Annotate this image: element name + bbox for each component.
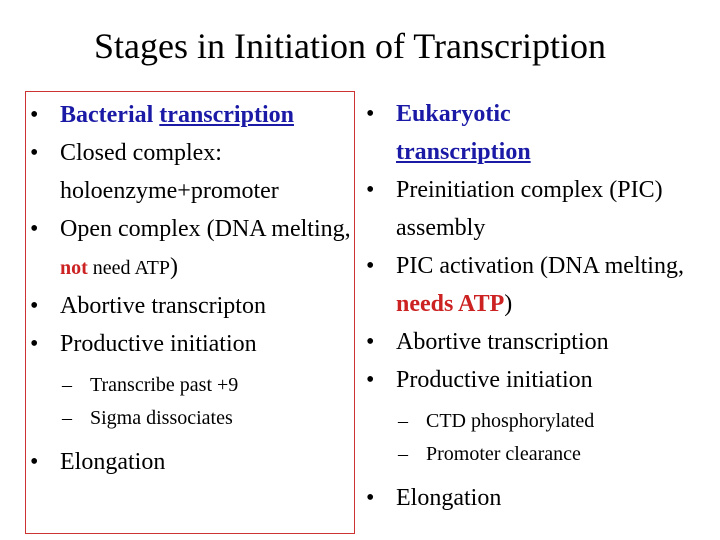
open-complex-text: Open complex (DNA melting,: [60, 216, 351, 242]
bacterial-column: [25, 91, 355, 534]
list-item-text: Elongation: [60, 449, 166, 475]
list-item: [362, 479, 712, 517]
eukaryotic-column: [362, 91, 712, 517]
need-atp-text: need ATP: [87, 257, 171, 279]
close-paren: ): [170, 254, 179, 280]
needs-atp-emphasis: needs ATP: [396, 291, 505, 317]
bullet-icon: •: [366, 253, 375, 279]
list-item: [26, 210, 354, 287]
close-paren: ): [504, 291, 513, 317]
sub-list-item: [362, 405, 712, 438]
dash-icon: –: [398, 443, 408, 465]
slide-title: Stages in Initiation of Transcription: [94, 26, 606, 66]
list-item-text: Preinitiation complex (PIC) assembly: [396, 177, 663, 241]
dash-icon: –: [398, 410, 408, 432]
bacterial-heading-link[interactable]: transcription: [159, 102, 294, 128]
list-item: [362, 361, 712, 399]
sub-item-text: Transcribe past +9: [90, 374, 239, 396]
list-item: [26, 134, 354, 210]
bullet-icon: •: [30, 293, 39, 319]
bullet-icon: •: [30, 102, 39, 128]
list-item-text: Closed complex: holoenzyme+promoter: [60, 140, 279, 204]
dash-icon: –: [62, 407, 72, 429]
list-item-text: Productive initiation: [60, 331, 257, 357]
bullet-icon: •: [366, 367, 375, 393]
list-item: [362, 323, 712, 361]
bacterial-heading-prefix: Bacterial: [60, 102, 160, 128]
sub-item-text: Sigma dissociates: [90, 407, 233, 429]
list-item-text: Productive initiation: [396, 367, 593, 393]
eukaryotic-heading-line1: Eukaryotic: [396, 101, 511, 127]
list-item: [26, 96, 354, 134]
list-item: [362, 171, 712, 247]
bullet-icon: •: [30, 331, 39, 357]
list-item-text: [396, 253, 684, 317]
bullet-icon: •: [366, 485, 375, 511]
sub-item-text: CTD phosphorylated: [426, 410, 595, 432]
pic-activation-text: PIC activation (DNA melting,: [396, 253, 684, 279]
list-item-text: [60, 216, 351, 280]
list-item: [26, 325, 354, 363]
list-item: [26, 287, 354, 325]
bullet-icon: •: [366, 329, 375, 355]
list-item-text: Abortive transcription: [396, 329, 609, 355]
bullet-icon: •: [30, 449, 39, 475]
bullet-icon: •: [30, 140, 39, 166]
bullet-icon: •: [366, 177, 375, 203]
sub-list-item: [26, 402, 354, 435]
sub-list-item: [362, 438, 712, 471]
list-item-text: Elongation: [396, 485, 502, 511]
list-item-text: Abortive transcripton: [60, 293, 266, 319]
dash-icon: –: [62, 374, 72, 396]
list-item: [362, 95, 712, 171]
list-item: [26, 443, 354, 481]
sub-item-text: Promoter clearance: [426, 443, 581, 465]
list-item: [362, 247, 712, 323]
bacterial-heading: [60, 102, 294, 128]
eukaryotic-heading: [396, 101, 531, 165]
sub-list-item: [26, 369, 354, 402]
bullet-icon: •: [30, 216, 39, 242]
not-emphasis: not: [60, 257, 88, 279]
bullet-icon: •: [366, 101, 375, 127]
eukaryotic-heading-link[interactable]: transcription: [396, 139, 531, 165]
